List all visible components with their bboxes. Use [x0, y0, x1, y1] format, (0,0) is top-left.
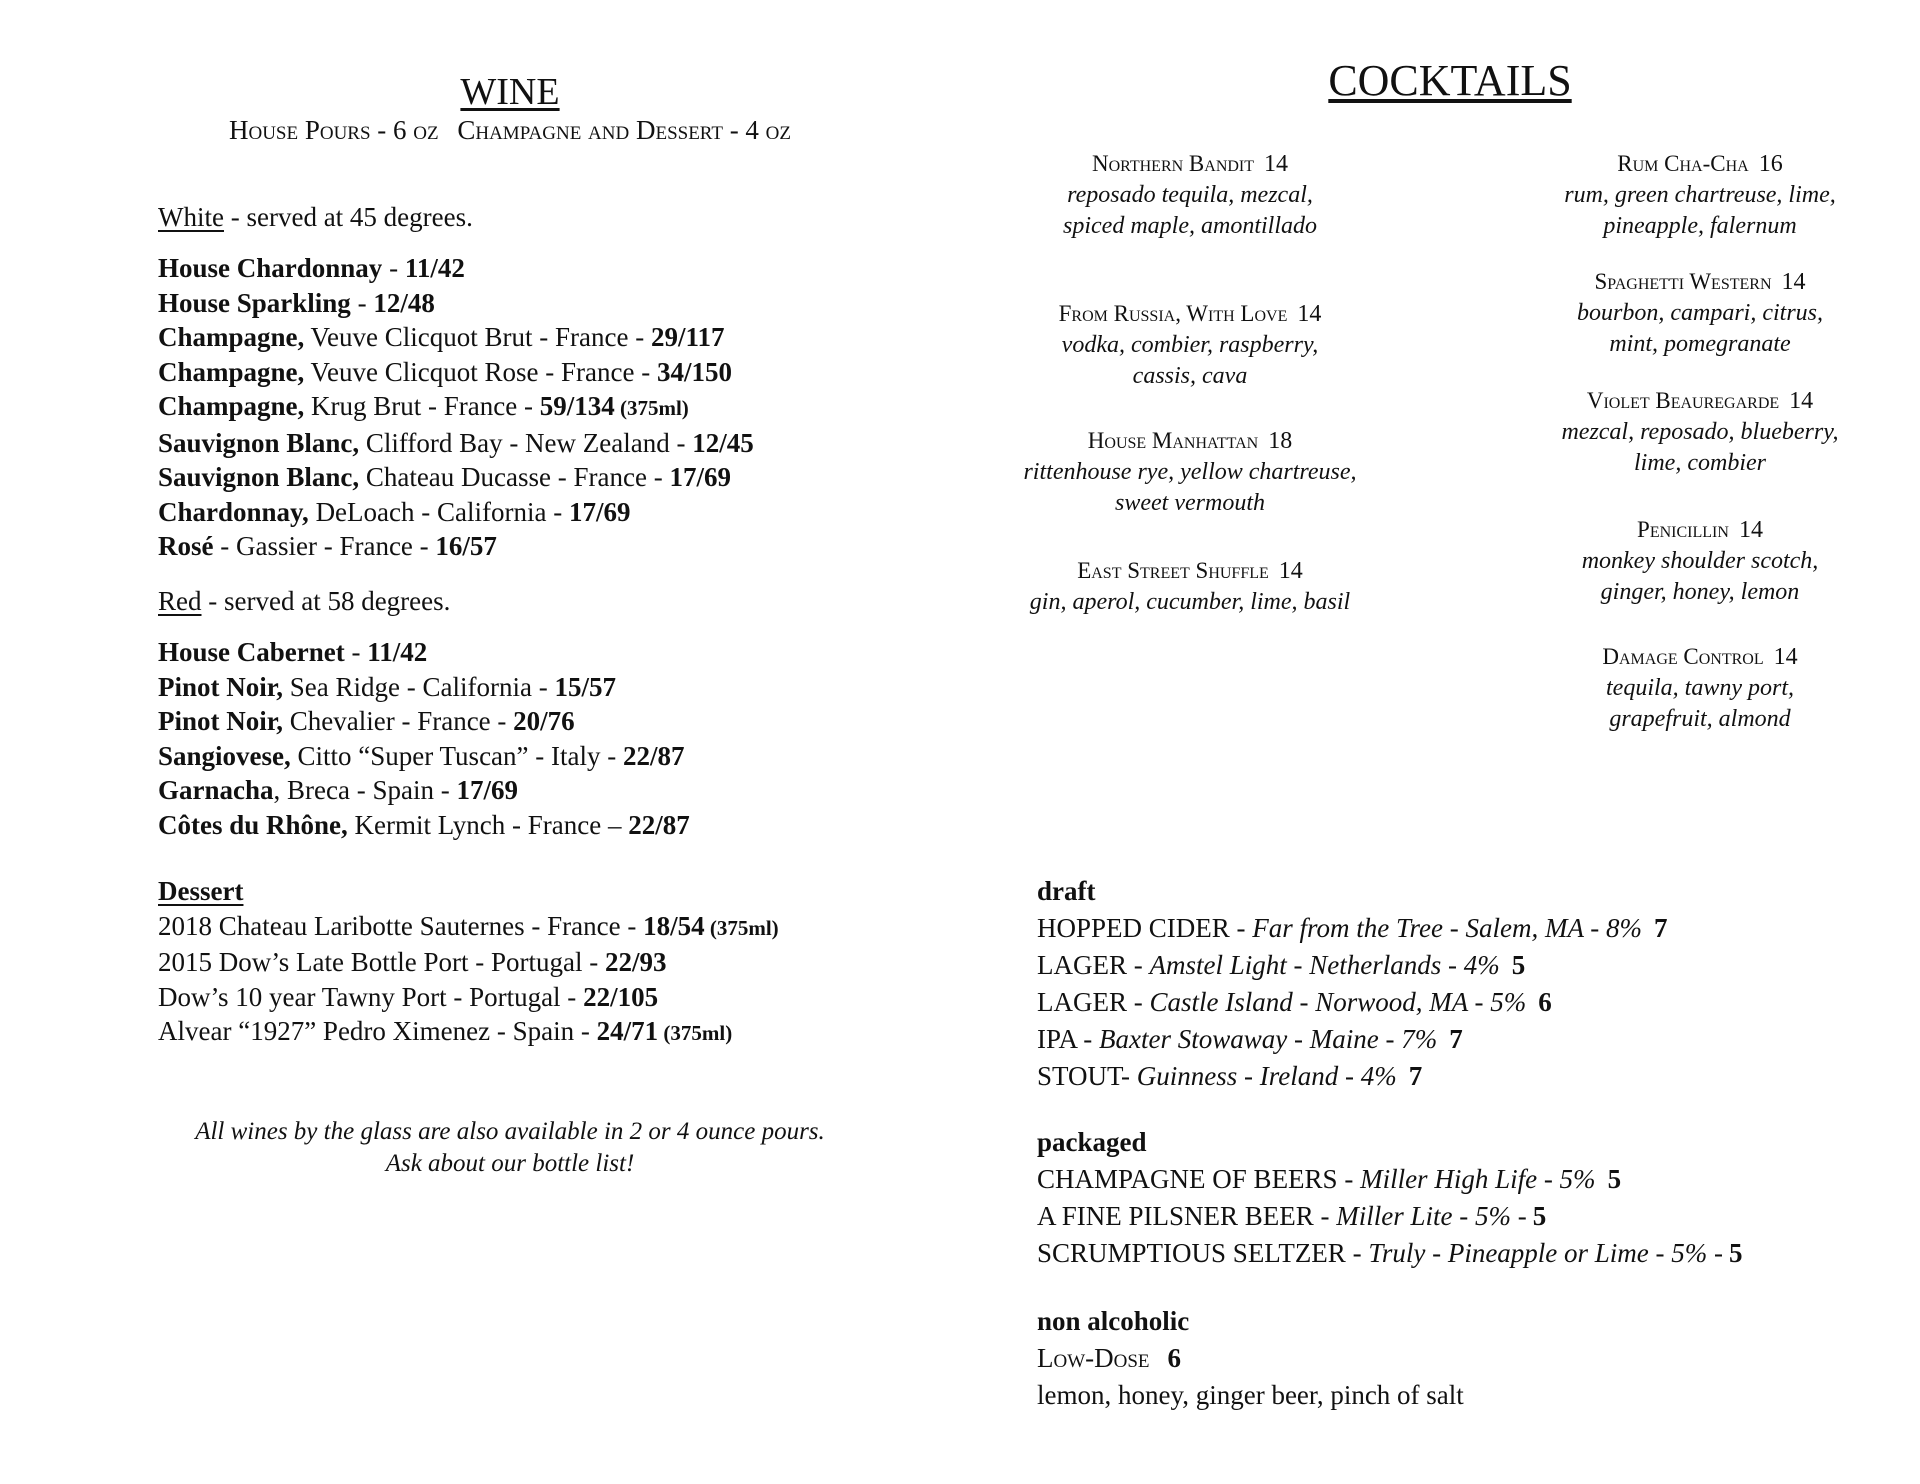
- wine-detail: 2015 Dow’s Late Bottle Port - Portugal -: [158, 947, 605, 977]
- cocktail-name: Violet Beauregarde: [1586, 388, 1780, 413]
- list-item: [158, 945, 898, 980]
- cocktail-price: 14: [1278, 558, 1303, 584]
- wine-price: 12/45: [692, 427, 754, 458]
- cocktail-item: [980, 298, 1400, 392]
- wine-name: Pinot Noir,: [158, 671, 284, 702]
- wine-title: WINE: [460, 71, 560, 113]
- packaged-heading: packaged: [1037, 1127, 1147, 1157]
- wine-price: 11/42: [404, 253, 465, 283]
- list-item: [1037, 984, 1877, 1021]
- list-item: [1037, 1235, 1877, 1272]
- cocktail-ingredients: tequila, tawny port,: [1606, 675, 1794, 701]
- cocktail-ingredients: lime, combier: [1634, 450, 1766, 476]
- wine-price: 20/76: [513, 706, 575, 736]
- wine-detail: -: [350, 287, 374, 318]
- list-item: [158, 251, 898, 286]
- wine-detail: Veuve Clicquot Brut - France -: [304, 322, 651, 352]
- cocktail-ingredients: bourbon, campari, citrus,: [1577, 300, 1823, 326]
- list-item: [158, 773, 898, 808]
- wine-price: 22/87: [622, 740, 685, 771]
- cocktail-name: From Russia, With Love: [1058, 301, 1288, 326]
- beer-detail: Baxter Stowaway - Maine - 7%: [1099, 1024, 1438, 1054]
- pour-size-note: All wines by the glass are also available in 2 or 4 ounce pours.: [195, 1118, 825, 1145]
- beer-price: 6: [1538, 987, 1552, 1017]
- list-item: [1037, 1021, 1877, 1058]
- beer-price: 7: [1408, 1061, 1423, 1091]
- packaged-section: [1037, 1124, 1877, 1272]
- wine-detail: Krug Brut - France -: [304, 391, 540, 421]
- list-item: [158, 635, 898, 670]
- non-alcoholic-heading: non alcoholic: [1037, 1306, 1190, 1336]
- cocktail-ingredients: cassis, cava: [1132, 363, 1248, 389]
- cocktail-price: 16: [1758, 151, 1783, 177]
- list-item: [158, 909, 898, 946]
- list-item: [1037, 1161, 1877, 1198]
- wine-name: Chardonnay,: [158, 496, 309, 527]
- list-item: [158, 1014, 898, 1051]
- beer-style: LAGER -: [1037, 987, 1150, 1017]
- cocktail-name: Rum Cha-Cha: [1617, 151, 1749, 176]
- list-item: [158, 495, 898, 530]
- beer-price: 7: [1653, 913, 1668, 943]
- beer-detail: Miller High Life - 5%: [1360, 1164, 1596, 1194]
- cocktail-ingredients: sweet vermouth: [1115, 490, 1265, 516]
- cocktail-price: 14: [1773, 644, 1798, 670]
- na-drink-price: 6: [1167, 1343, 1182, 1373]
- na-drink-name: Low-Dose: [1037, 1343, 1150, 1373]
- cocktail-ingredients: mint, pomegranate: [1609, 331, 1791, 357]
- list-item: [158, 704, 898, 739]
- wine-price: 34/150: [656, 356, 732, 387]
- wine-name: Champagne,: [158, 322, 305, 352]
- wine-price: 17/69: [669, 462, 731, 492]
- list-item: [158, 389, 898, 426]
- list-item: [158, 529, 898, 564]
- cocktail-name: Northern Bandit: [1091, 151, 1255, 176]
- wine-name: Champagne,: [158, 356, 305, 387]
- house-pours-label: House Pours - 6 oz: [228, 115, 439, 145]
- cocktail-price: 14: [1781, 269, 1806, 295]
- cocktail-ingredients: grapefruit, almond: [1609, 706, 1791, 732]
- list-item: [158, 739, 898, 774]
- cocktail-price: 14: [1264, 151, 1289, 177]
- cocktail-ingredients: rum, green chartreuse, lime,: [1564, 182, 1836, 208]
- wine-price: 22/87: [628, 809, 690, 840]
- wine-price: 17/69: [568, 496, 631, 527]
- draft-heading: draft: [1037, 876, 1096, 906]
- cocktail-item: [1490, 266, 1910, 360]
- wine-price: 15/57: [554, 671, 616, 702]
- cocktail-item: [1490, 641, 1910, 735]
- wine-name: Sangiovese,: [158, 740, 291, 771]
- wine-detail: Dow’s 10 year Tawny Port - Portugal -: [158, 981, 584, 1012]
- bottle-list-note: Ask about our bottle list!: [385, 1150, 635, 1177]
- wine-price: 18/54: [643, 910, 705, 941]
- cocktail-item: [980, 425, 1400, 519]
- wine-detail: -: [344, 637, 368, 667]
- wine-footnote: [150, 1116, 870, 1180]
- list-item: [158, 980, 898, 1015]
- red-heading: [158, 584, 898, 619]
- cocktail-name: House Manhattan: [1087, 428, 1259, 453]
- wine-detail: Chateau Ducasse - France -: [359, 462, 670, 492]
- cocktail-name: Damage Control: [1602, 644, 1764, 669]
- list-item: [158, 355, 898, 390]
- cocktail-price: 14: [1297, 301, 1322, 327]
- bottle-size: (375ml): [658, 1021, 733, 1045]
- white-heading: [158, 200, 898, 235]
- wine-detail: Veuve Clicquot Rose - France -: [304, 356, 657, 387]
- wine-detail: - Gassier - France -: [213, 531, 436, 561]
- wine-detail: 2018 Chateau Laribotte Sauternes - France -: [158, 910, 644, 941]
- red-wine-list: [158, 635, 898, 842]
- wine-name: Côtes du Rhône,: [158, 809, 348, 840]
- wine-detail: Alvear “1927” Pedro Ximenez - Spain -: [158, 1016, 597, 1046]
- wine-price: 16/57: [435, 531, 497, 561]
- wine-name: Sauvignon Blanc,: [158, 462, 360, 492]
- wine-detail: Chevalier - France -: [283, 706, 514, 736]
- cocktail-item: [980, 148, 1400, 242]
- white-wine-list: [158, 251, 898, 564]
- cocktail-name: Penicillin: [1637, 517, 1729, 542]
- list-item: [1037, 1198, 1877, 1235]
- wine-detail: Sea Ridge - California -: [283, 671, 555, 702]
- wine-price: 17/69: [456, 775, 518, 805]
- beer-price: 5: [1729, 1238, 1743, 1268]
- wine-detail: Citto “Super Tuscan” - Italy -: [290, 740, 623, 771]
- white-heading-label: White: [158, 202, 224, 232]
- beer-detail: Amstel Light - Netherlands - 4%: [1149, 950, 1500, 980]
- beer-style: IPA -: [1037, 1024, 1100, 1054]
- cocktail-ingredients: gin, aperol, cucumber, lime, basil: [1029, 589, 1351, 615]
- cocktail-ingredients: reposado tequila, mezcal,: [1067, 182, 1313, 208]
- beer-style: LAGER -: [1037, 950, 1150, 980]
- list-item: [1037, 1340, 1877, 1377]
- cocktail-ingredients: pineapple, falernum: [1603, 213, 1797, 239]
- wine-name: Pinot Noir,: [158, 706, 284, 736]
- cocktail-price: 14: [1789, 388, 1814, 414]
- cocktail-ingredients: rittenhouse rye, yellow chartreuse,: [1023, 459, 1357, 485]
- bottle-size: (375ml): [614, 396, 689, 420]
- beer-price: 5: [1607, 1164, 1622, 1194]
- red-heading-label: Red: [158, 586, 202, 616]
- list-item: [158, 320, 898, 355]
- cocktail-item: [1490, 385, 1910, 479]
- wine-detail: Clifford Bay - New Zealand -: [359, 427, 693, 458]
- dessert-heading: Dessert: [158, 876, 244, 906]
- cocktail-item: [1490, 514, 1910, 608]
- beer-price: 5: [1532, 1201, 1547, 1231]
- list-item: [1037, 910, 1877, 947]
- wine-name: House Chardonnay: [158, 253, 383, 283]
- beer-style: A FINE PILSNER BEER -: [1037, 1201, 1337, 1231]
- wine-price: 29/117: [650, 322, 725, 352]
- beer-price: 7: [1449, 1024, 1463, 1054]
- wine-price: 22/93: [604, 947, 667, 977]
- cocktail-ingredients: spiced maple, amontillado: [1063, 213, 1317, 239]
- wine-price: 22/105: [583, 981, 659, 1012]
- wine-price: 59/134: [539, 391, 615, 421]
- wine-name: Garnacha: [158, 775, 274, 805]
- beer-detail: Miller Lite - 5% -: [1336, 1201, 1527, 1231]
- list-item: [1037, 1058, 1877, 1095]
- beer-style: CHAMPAGNE OF BEERS -: [1037, 1164, 1361, 1194]
- red-serving-note: - served at 58 degrees.: [201, 586, 451, 616]
- draft-section: [1037, 873, 1877, 1095]
- dessert-section: [158, 874, 898, 1051]
- white-serving-note: - served at 45 degrees.: [223, 202, 473, 232]
- cocktail-item: [1490, 148, 1910, 242]
- list-item: [158, 808, 898, 843]
- cocktail-price: 18: [1268, 428, 1293, 454]
- beer-detail: Guinness - Ireland - 4%: [1136, 1061, 1397, 1091]
- cocktail-ingredients: monkey shoulder scotch,: [1581, 548, 1819, 574]
- beer-price: 5: [1511, 950, 1526, 980]
- beer-detail: Far from the Tree - Salem, MA - 8%: [1252, 913, 1642, 943]
- cocktail-ingredients: mezcal, reposado, blueberry,: [1561, 419, 1839, 445]
- beer-detail: Truly - Pineapple or Lime - 5% -: [1368, 1238, 1724, 1268]
- list-item: [158, 286, 898, 321]
- cocktail-name: Spaghetti Western: [1594, 269, 1772, 294]
- wine-price: 12/48: [373, 287, 435, 318]
- wine-price: 11/42: [367, 637, 428, 667]
- list-item: [158, 670, 898, 705]
- cocktail-name: East Street Shuffle: [1077, 558, 1269, 583]
- beer-detail: Castle Island - Norwood, MA - 5%: [1149, 987, 1527, 1017]
- wine-name: Rosé: [158, 531, 214, 561]
- cocktail-ingredients: vodka, combier, raspberry,: [1061, 332, 1319, 358]
- non-alcoholic-section: [1037, 1303, 1877, 1414]
- list-item: [1037, 947, 1877, 984]
- cocktail-ingredients: ginger, honey, lemon: [1600, 579, 1800, 605]
- wine-price: 24/71: [596, 1016, 659, 1046]
- wine-detail: Kermit Lynch - France –: [347, 809, 629, 840]
- beer-style: SCRUMPTIOUS SELTZER -: [1037, 1238, 1369, 1268]
- cocktails-title: COCKTAILS: [1328, 56, 1572, 105]
- list-item: [158, 460, 898, 495]
- bottle-size: (375ml): [704, 915, 779, 940]
- wine-detail: -: [382, 253, 405, 283]
- wine-name: House Sparkling: [158, 287, 351, 318]
- cocktail-price: 14: [1738, 517, 1763, 543]
- champagne-dessert-label: Champagne and Dessert - 4 oz: [457, 115, 792, 145]
- wine-detail: , Breca - Spain -: [273, 775, 457, 805]
- beer-style: STOUT-: [1037, 1061, 1137, 1091]
- na-drink-ingredients: lemon, honey, ginger beer, pinch of salt: [1037, 1380, 1464, 1410]
- wine-name: Sauvignon Blanc,: [158, 427, 360, 458]
- wine-subtitle: [160, 115, 860, 146]
- list-item: [158, 426, 898, 461]
- wine-name: House Cabernet: [158, 637, 345, 667]
- beer-style: HOPPED CIDER -: [1037, 913, 1253, 943]
- wine-detail: DeLoach - California -: [308, 496, 569, 527]
- wine-name: Champagne,: [158, 391, 305, 421]
- cocktail-item: [980, 555, 1400, 618]
